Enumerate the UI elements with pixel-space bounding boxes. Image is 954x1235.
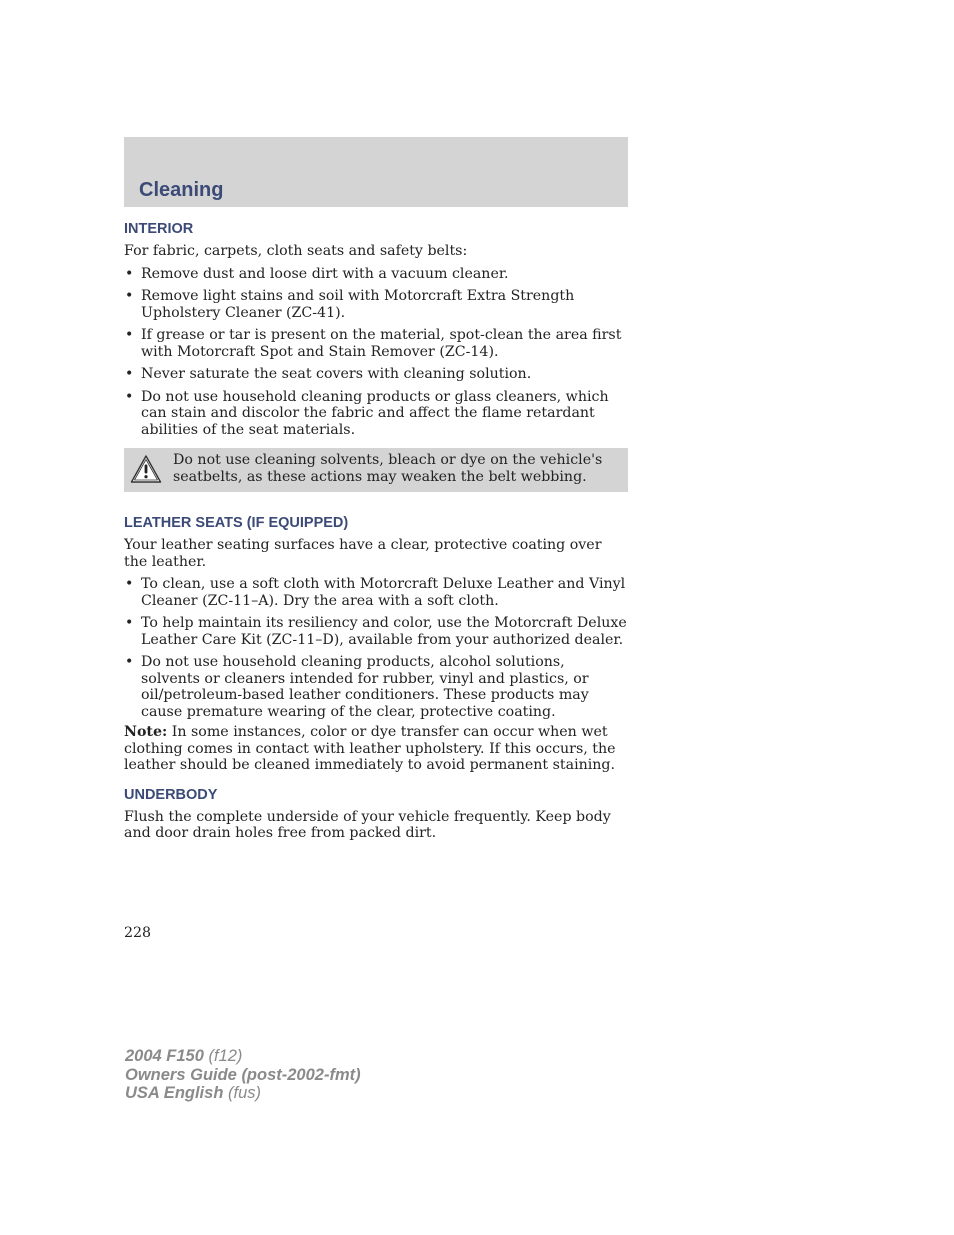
- footer-language-code: (fus): [223, 1084, 261, 1102]
- footer-model-code: (f12): [203, 1047, 243, 1065]
- list-item: [124, 389, 628, 439]
- section-header-band: [124, 137, 628, 207]
- document-footer: [125, 1047, 361, 1103]
- footer-line-language: [125, 1084, 361, 1103]
- list-item-text: Remove dust and loose dirt with a vacuum cleaner.: [141, 265, 509, 282]
- bullet-glyph: •: [125, 327, 134, 343]
- warning-box: [124, 448, 628, 492]
- list-item-text: If grease or tar is present on the material, spot-clean the area first with Motorcraft Spot and Stain Remover (ZC-14).: [141, 327, 622, 360]
- interior-heading: INTERIOR: [124, 221, 194, 237]
- bullet-glyph: •: [125, 366, 134, 382]
- footer-language: USA English: [125, 1084, 224, 1102]
- list-item: [124, 366, 628, 383]
- bullet-glyph: •: [125, 288, 134, 304]
- leather-intro: Your leather seating surfaces have a clear, protective coating over the leather.: [124, 537, 602, 570]
- list-item-text: Remove light stains and soil with Motorcraft Extra Strength Upholstery Cleaner (ZC-41).: [141, 288, 575, 321]
- list-item-text: Never saturate the seat covers with cleaning solution.: [141, 366, 532, 382]
- list-item: [124, 654, 628, 720]
- list-item: [124, 266, 628, 283]
- footer-line-model: [125, 1047, 361, 1066]
- footer-guide: Owners Guide (post-2002-fmt): [125, 1065, 361, 1084]
- list-item: [124, 576, 628, 609]
- list-item-text: Do not use household cleaning products, alcohol solutions, solvents or cleaners intended for rubber, vinyl and plastics, or oil/petroleum-based leather conditioners. These products may cause premature wearing of the clear, protective coating.: [141, 654, 589, 720]
- note-text: In some instances, color or dye transfer can occur when wet clothing comes in contact with leather upholstery. If this occurs, the leather should be cleaned immediately to avoid permanent staining.: [124, 724, 616, 773]
- section-title: Cleaning: [139, 179, 224, 201]
- list-item: [124, 615, 628, 648]
- interior-intro: For fabric, carpets, cloth seats and safety belts:: [124, 243, 468, 259]
- list-item: [124, 288, 628, 321]
- list-item-text: To help maintain its resiliency and color, use the Motorcraft Deluxe Leather Care Kit (ZC-11–D), available from your authorized dealer.: [141, 615, 627, 648]
- page-number: 228: [124, 925, 152, 941]
- bullet-glyph: •: [125, 654, 134, 670]
- underbody-text: Flush the complete underside of your vehicle frequently. Keep body and door drain holes free from packed dirt.: [124, 808, 611, 841]
- bullet-glyph: •: [125, 388, 134, 405]
- page-content: [124, 220, 628, 848]
- warning-triangle-icon: [130, 454, 162, 484]
- leather-heading: LEATHER SEATS (IF EQUIPPED): [124, 515, 349, 531]
- warning-text: Do not use cleaning solvents, bleach or dye on the vehicle's seatbelts, as these actions may weaken the belt webbing.: [173, 452, 603, 485]
- leather-bullet-list: [124, 576, 628, 720]
- list-item-text: Do not use household cleaning products or glass cleaners, which can stain and discolor the fabric and affect the flame retardant abilities of the seat materials.: [141, 388, 609, 438]
- bullet-glyph: •: [125, 576, 134, 592]
- underbody-heading: UNDERBODY: [124, 786, 218, 803]
- leather-note: [124, 724, 628, 774]
- interior-bullet-list: [124, 266, 628, 439]
- note-label: Note:: [124, 724, 168, 740]
- footer-line-guide: [125, 1066, 361, 1085]
- list-item-text: To clean, use a soft cloth with Motorcraft Deluxe Leather and Vinyl Cleaner (ZC-11–A). Dry the area with a soft cloth.: [141, 576, 626, 609]
- bullet-glyph: •: [125, 265, 134, 282]
- list-item: [124, 327, 628, 360]
- footer-model: 2004 F150: [125, 1047, 204, 1065]
- bullet-glyph: •: [125, 615, 134, 631]
